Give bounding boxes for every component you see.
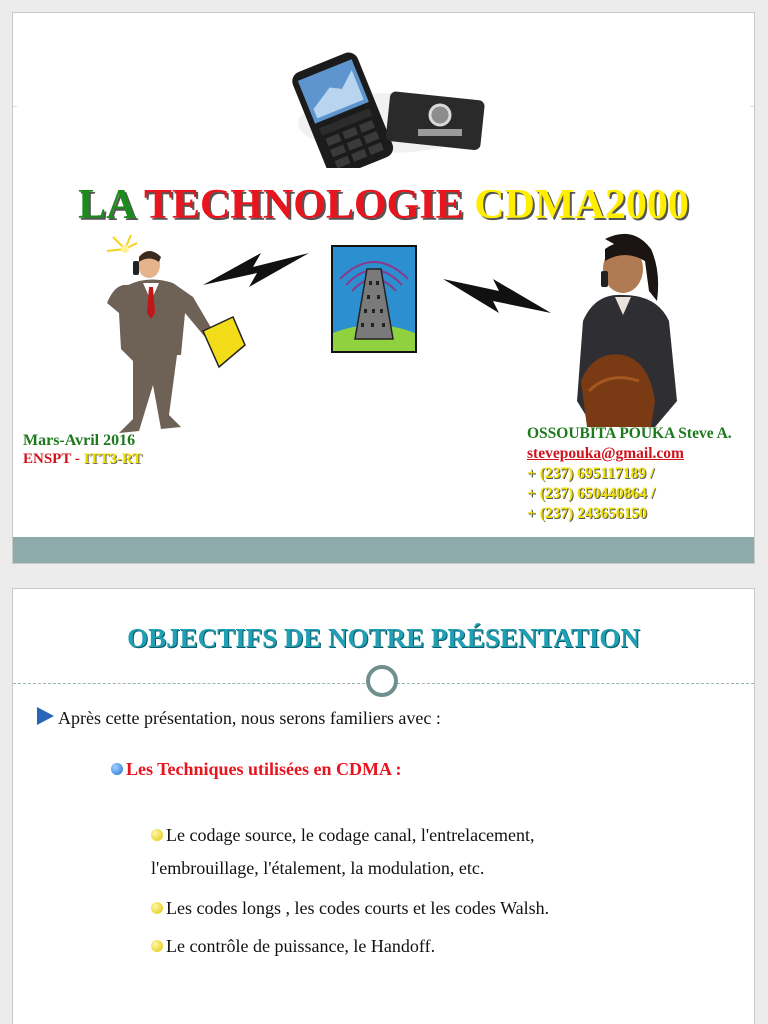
presentation-date: Mars-Avril 2016 <box>23 432 136 449</box>
list-item-text: l'embrouillage, l'étalement, la modulation, etc. <box>151 858 485 878</box>
author-name: OSSOUBITA POUKA Steve A. <box>527 425 732 442</box>
list-item <box>151 930 435 963</box>
title-part-cdma2000: CDMA2000 <box>474 182 689 228</box>
author-phone: + (237) 695117189 / <box>527 465 655 482</box>
objectives-slide <box>12 588 755 1024</box>
date-and-school <box>23 431 142 469</box>
title-part-la: LA <box>78 182 135 228</box>
title-part-technologie: TECHNOLOGIE <box>143 182 464 228</box>
school-name: ENSPT <box>23 451 72 467</box>
author-phone: + (237) 650440864 / <box>527 485 656 502</box>
author-contact <box>527 424 732 524</box>
lightning-bolt-icon <box>201 245 311 295</box>
antenna-tower-picture <box>331 245 417 353</box>
intro-text: Après cette présentation, nous serons familiers avec : <box>58 708 441 728</box>
author-email-link[interactable]: stevepouka@gmail.com <box>527 445 684 462</box>
section-text: Les Techniques utilisées en CDMA : <box>126 759 402 779</box>
list-item <box>151 892 549 925</box>
yellow-dot-icon <box>151 940 163 952</box>
title-slide <box>12 12 755 564</box>
mobile-phone-picture <box>278 33 488 168</box>
school-separator: - <box>71 451 84 467</box>
slide-footer-band <box>13 537 754 563</box>
slide-edge-line <box>750 106 754 107</box>
section-bullet <box>111 759 402 780</box>
class-code: ITT3-RT <box>83 451 143 467</box>
intro-bullet <box>37 707 441 729</box>
yellow-dot-icon <box>151 829 163 841</box>
businesswoman-on-phone-picture <box>553 231 693 429</box>
blue-dot-icon <box>111 763 123 775</box>
slide-edge-line <box>13 106 17 107</box>
author-phone: + (237) 243656150 <box>527 505 647 522</box>
slide-title: OBJECTIFS DE NOTRE PRÉSENTATION <box>127 623 640 653</box>
list-item-text: Le contrôle de puissance, le Handoff. <box>166 936 436 956</box>
list-item-text: Les codes longs , les codes courts et les codes Walsh. <box>166 898 550 918</box>
lightning-bolt-icon <box>441 271 553 321</box>
presentation-title <box>13 181 754 229</box>
yellow-dot-icon <box>151 902 163 914</box>
circle-ornament-icon <box>366 665 398 697</box>
list-item-text: Le codage source, le codage canal, l'entrelacement, <box>166 825 535 845</box>
list-item <box>151 819 535 885</box>
school-line <box>23 450 142 469</box>
triangle-bullet-icon <box>37 707 54 725</box>
